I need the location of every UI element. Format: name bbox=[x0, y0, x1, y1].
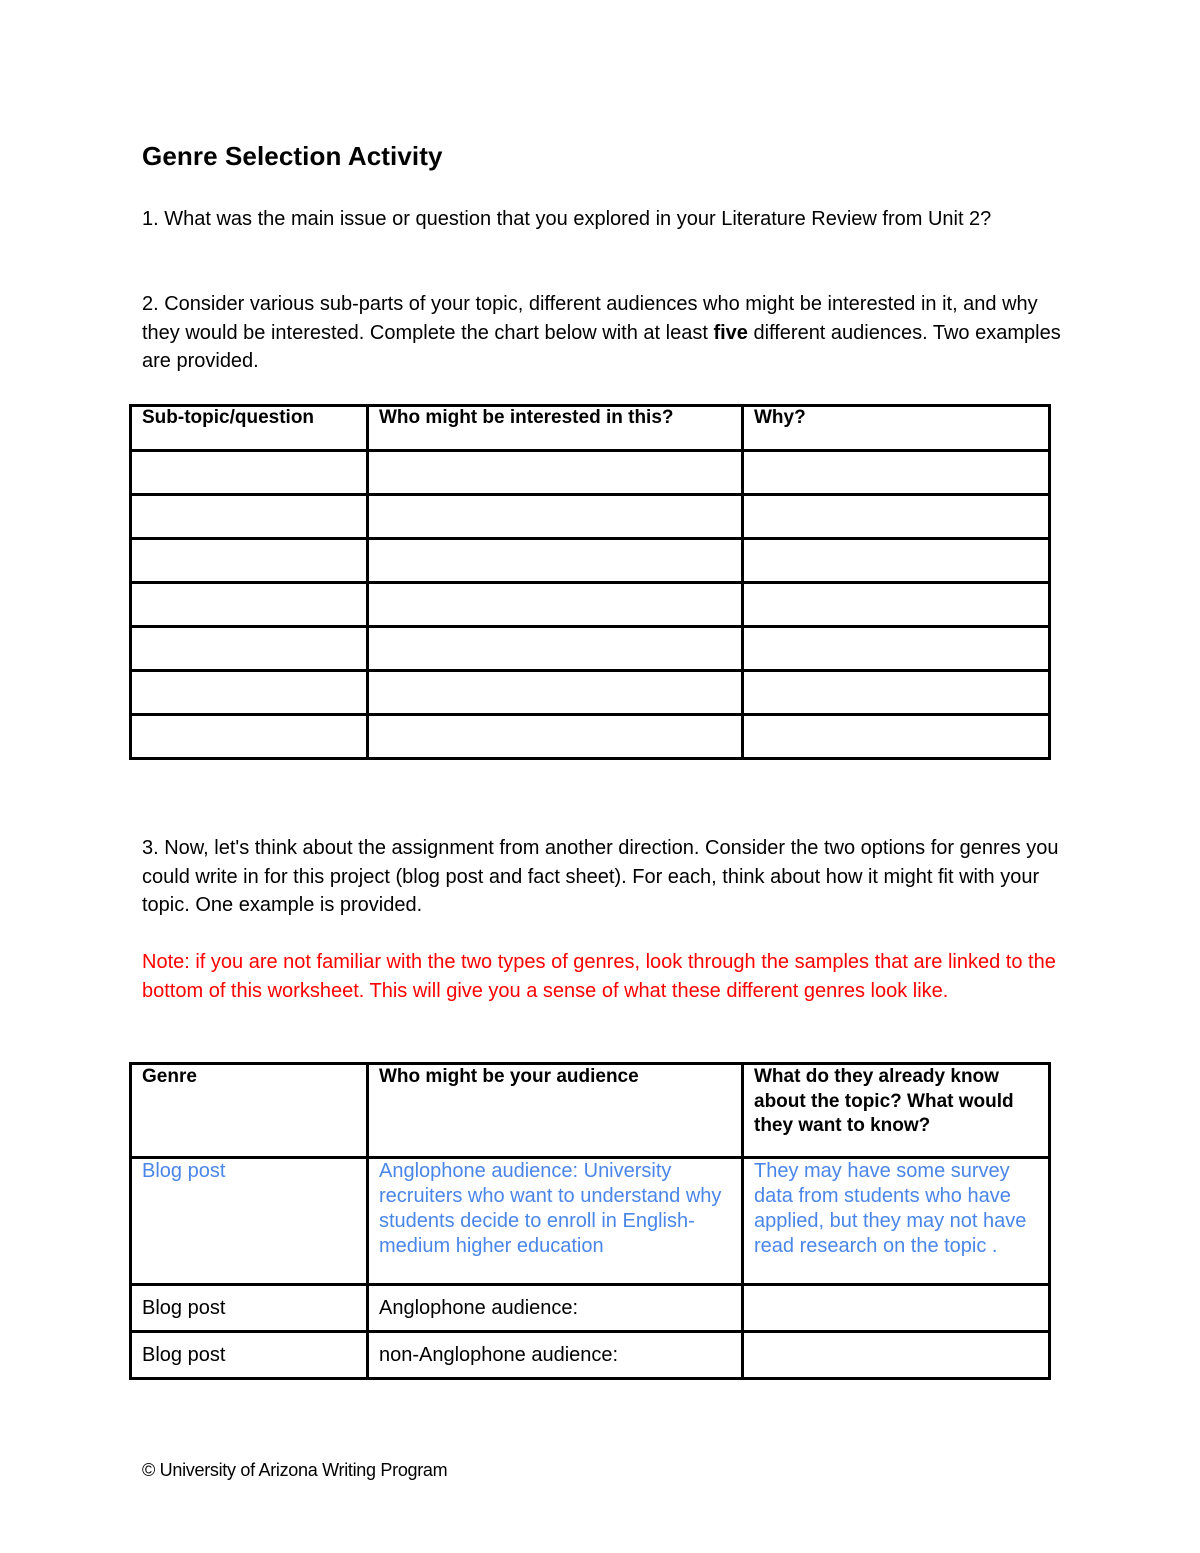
why-cell[interactable] bbox=[743, 627, 1050, 671]
who-cell[interactable] bbox=[368, 627, 743, 671]
header-audience: Who might be your audience bbox=[368, 1064, 743, 1158]
page-title: Genre Selection Activity bbox=[142, 141, 443, 171]
knowledge-cell[interactable] bbox=[743, 1285, 1050, 1332]
table-row bbox=[131, 583, 1050, 627]
why-cell[interactable] bbox=[743, 715, 1050, 759]
knowledge-cell[interactable] bbox=[743, 1332, 1050, 1379]
subtopic-cell[interactable] bbox=[131, 671, 368, 715]
audience-cell: Anglophone audience: University recruiters who want to understand why students decide to enroll in English-medium higher education bbox=[368, 1158, 743, 1285]
who-cell[interactable] bbox=[368, 539, 743, 583]
audience-chart bbox=[129, 404, 1051, 760]
header-genre: Genre bbox=[131, 1064, 368, 1158]
why-cell[interactable] bbox=[743, 671, 1050, 715]
table-row bbox=[131, 715, 1050, 759]
table-row bbox=[131, 671, 1050, 715]
audience-cell[interactable]: non-Anglophone audience: bbox=[368, 1332, 743, 1379]
subtopic-cell[interactable] bbox=[131, 715, 368, 759]
header-subtopic: Sub-topic/question bbox=[131, 406, 368, 451]
table-row bbox=[131, 627, 1050, 671]
question-2-text-end: different audiences. Two examples are provided. bbox=[142, 321, 1061, 372]
question-2 bbox=[142, 290, 1062, 376]
who-cell[interactable] bbox=[368, 451, 743, 495]
table-row bbox=[131, 539, 1050, 583]
subtopic-cell[interactable] bbox=[131, 451, 368, 495]
who-cell[interactable] bbox=[368, 583, 743, 627]
table-row bbox=[131, 1285, 1050, 1332]
why-cell[interactable] bbox=[743, 583, 1050, 627]
who-cell[interactable] bbox=[368, 715, 743, 759]
header-who-interested: Who might be interested in this? bbox=[368, 406, 743, 451]
copyright-icon: © bbox=[142, 1460, 155, 1480]
genre-chart bbox=[129, 1062, 1051, 1380]
question-1: 1. What was the main issue or question that you explored in your Literature Review from Unit 2? bbox=[142, 208, 992, 230]
table-row bbox=[131, 451, 1050, 495]
genre-chart-header bbox=[131, 1064, 1050, 1158]
subtopic-cell[interactable] bbox=[131, 627, 368, 671]
why-cell[interactable] bbox=[743, 451, 1050, 495]
table-row bbox=[131, 495, 1050, 539]
genre-note: Note: if you are not familiar with the two types of genres, look through the samples that are linked to the bottom of this worksheet. This will give you a sense of what these different genres look like. bbox=[142, 951, 1056, 1002]
audience-cell[interactable]: Anglophone audience: bbox=[368, 1285, 743, 1332]
copyright-text: University of Arizona Writing Program bbox=[154, 1460, 448, 1480]
who-cell[interactable] bbox=[368, 495, 743, 539]
audience-chart-header bbox=[131, 406, 1050, 451]
subtopic-cell[interactable] bbox=[131, 539, 368, 583]
why-cell[interactable] bbox=[743, 539, 1050, 583]
question-3: 3. Now, let's think about the assignment from another direction. Consider the two options for genres you could write in for this project (blog post and fact sheet). For each, think about how it might fit with your topic. One example is provided. bbox=[142, 837, 1059, 916]
why-cell[interactable] bbox=[743, 495, 1050, 539]
knowledge-cell: They may have some survey data from students who have applied, but they may not have read research on the topic . bbox=[743, 1158, 1050, 1285]
table-row-example bbox=[131, 1158, 1050, 1285]
who-cell[interactable] bbox=[368, 671, 743, 715]
question-2-text: 2. Consider various sub-parts of your topic, different audiences who might be interested in it, and why they would be interested. Complete the chart below with at least bbox=[142, 293, 1038, 344]
header-knowledge: What do they already know about the topic? What would they want to know? bbox=[743, 1064, 1050, 1158]
subtopic-cell[interactable] bbox=[131, 583, 368, 627]
question-2-emphasis: five bbox=[713, 321, 748, 344]
genre-cell: Blog post bbox=[131, 1158, 368, 1285]
genre-cell: Blog post bbox=[131, 1332, 368, 1379]
genre-cell: Blog post bbox=[131, 1285, 368, 1332]
subtopic-cell[interactable] bbox=[131, 495, 368, 539]
table-row bbox=[131, 1332, 1050, 1379]
copyright-footer bbox=[142, 1460, 447, 1481]
header-why: Why? bbox=[743, 406, 1050, 451]
